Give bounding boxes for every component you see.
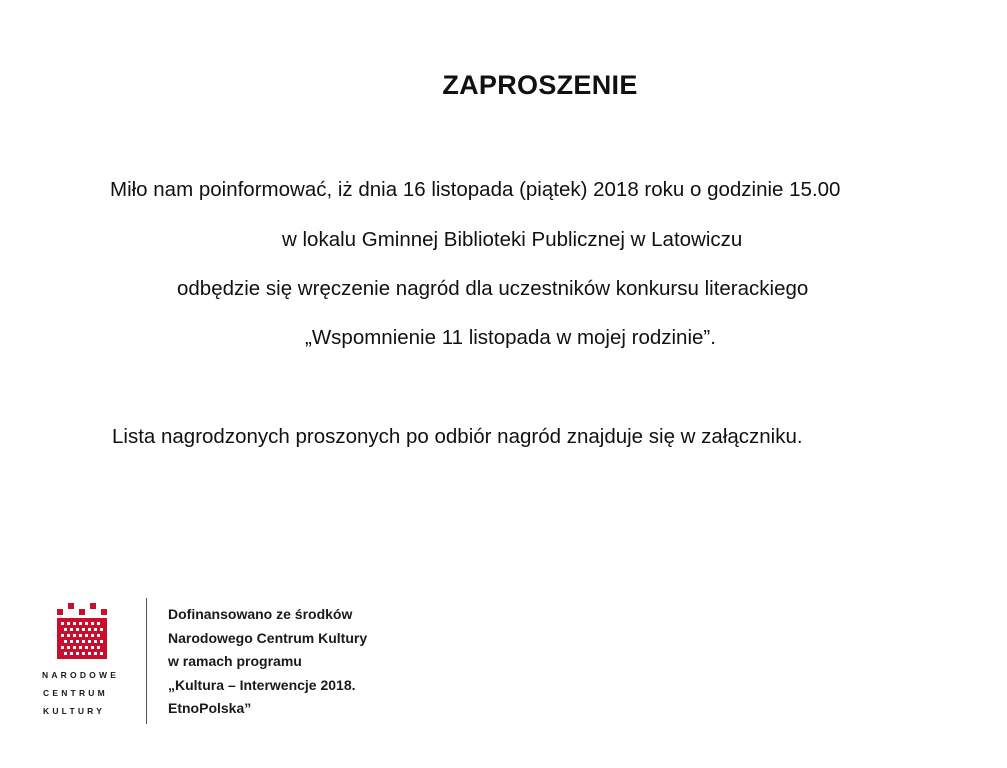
logo-text-narodowe: NARODOWE bbox=[42, 670, 120, 680]
logo-text-centrum: CENTRUM bbox=[43, 688, 108, 698]
body-line-date: Miło nam poinformować, iż dnia 16 listopada (piątek) 2018 roku o godzinie 15.00 bbox=[110, 178, 841, 201]
logo-text-kultury: KULTURY bbox=[43, 706, 106, 716]
funding-line: Dofinansowano ze środków bbox=[168, 606, 353, 622]
funding-line: Narodowego Centrum Kultury bbox=[168, 629, 368, 646]
body-line-location: w lokalu Gminnej Biblioteki Publicznej w Latowiczu bbox=[282, 228, 743, 251]
funding-line: w ramach programu bbox=[168, 653, 302, 669]
body-line-winners-list: Lista nagrodzonych proszonych po odbiór nagród znajduje się w załączniku. bbox=[112, 425, 803, 448]
funding-line: EtnoPolska” bbox=[168, 700, 252, 716]
ncc-crown-logo-icon bbox=[57, 603, 107, 659]
body-line-event: odbędzie się wręczenie nagród dla uczestników konkursu literackiego bbox=[177, 277, 809, 300]
body-line-contest-name: „Wspomnienie 11 listopada w mojej rodzinie”. bbox=[305, 326, 716, 349]
document-title: ZAPROSZENIE bbox=[442, 70, 638, 100]
title-area bbox=[0, 0, 1007, 130]
funding-line: „Kultura – Interwencje 2018. bbox=[168, 676, 356, 693]
footer-divider bbox=[146, 598, 147, 724]
ncc-logo bbox=[42, 603, 132, 718]
funding-note bbox=[168, 603, 367, 721]
